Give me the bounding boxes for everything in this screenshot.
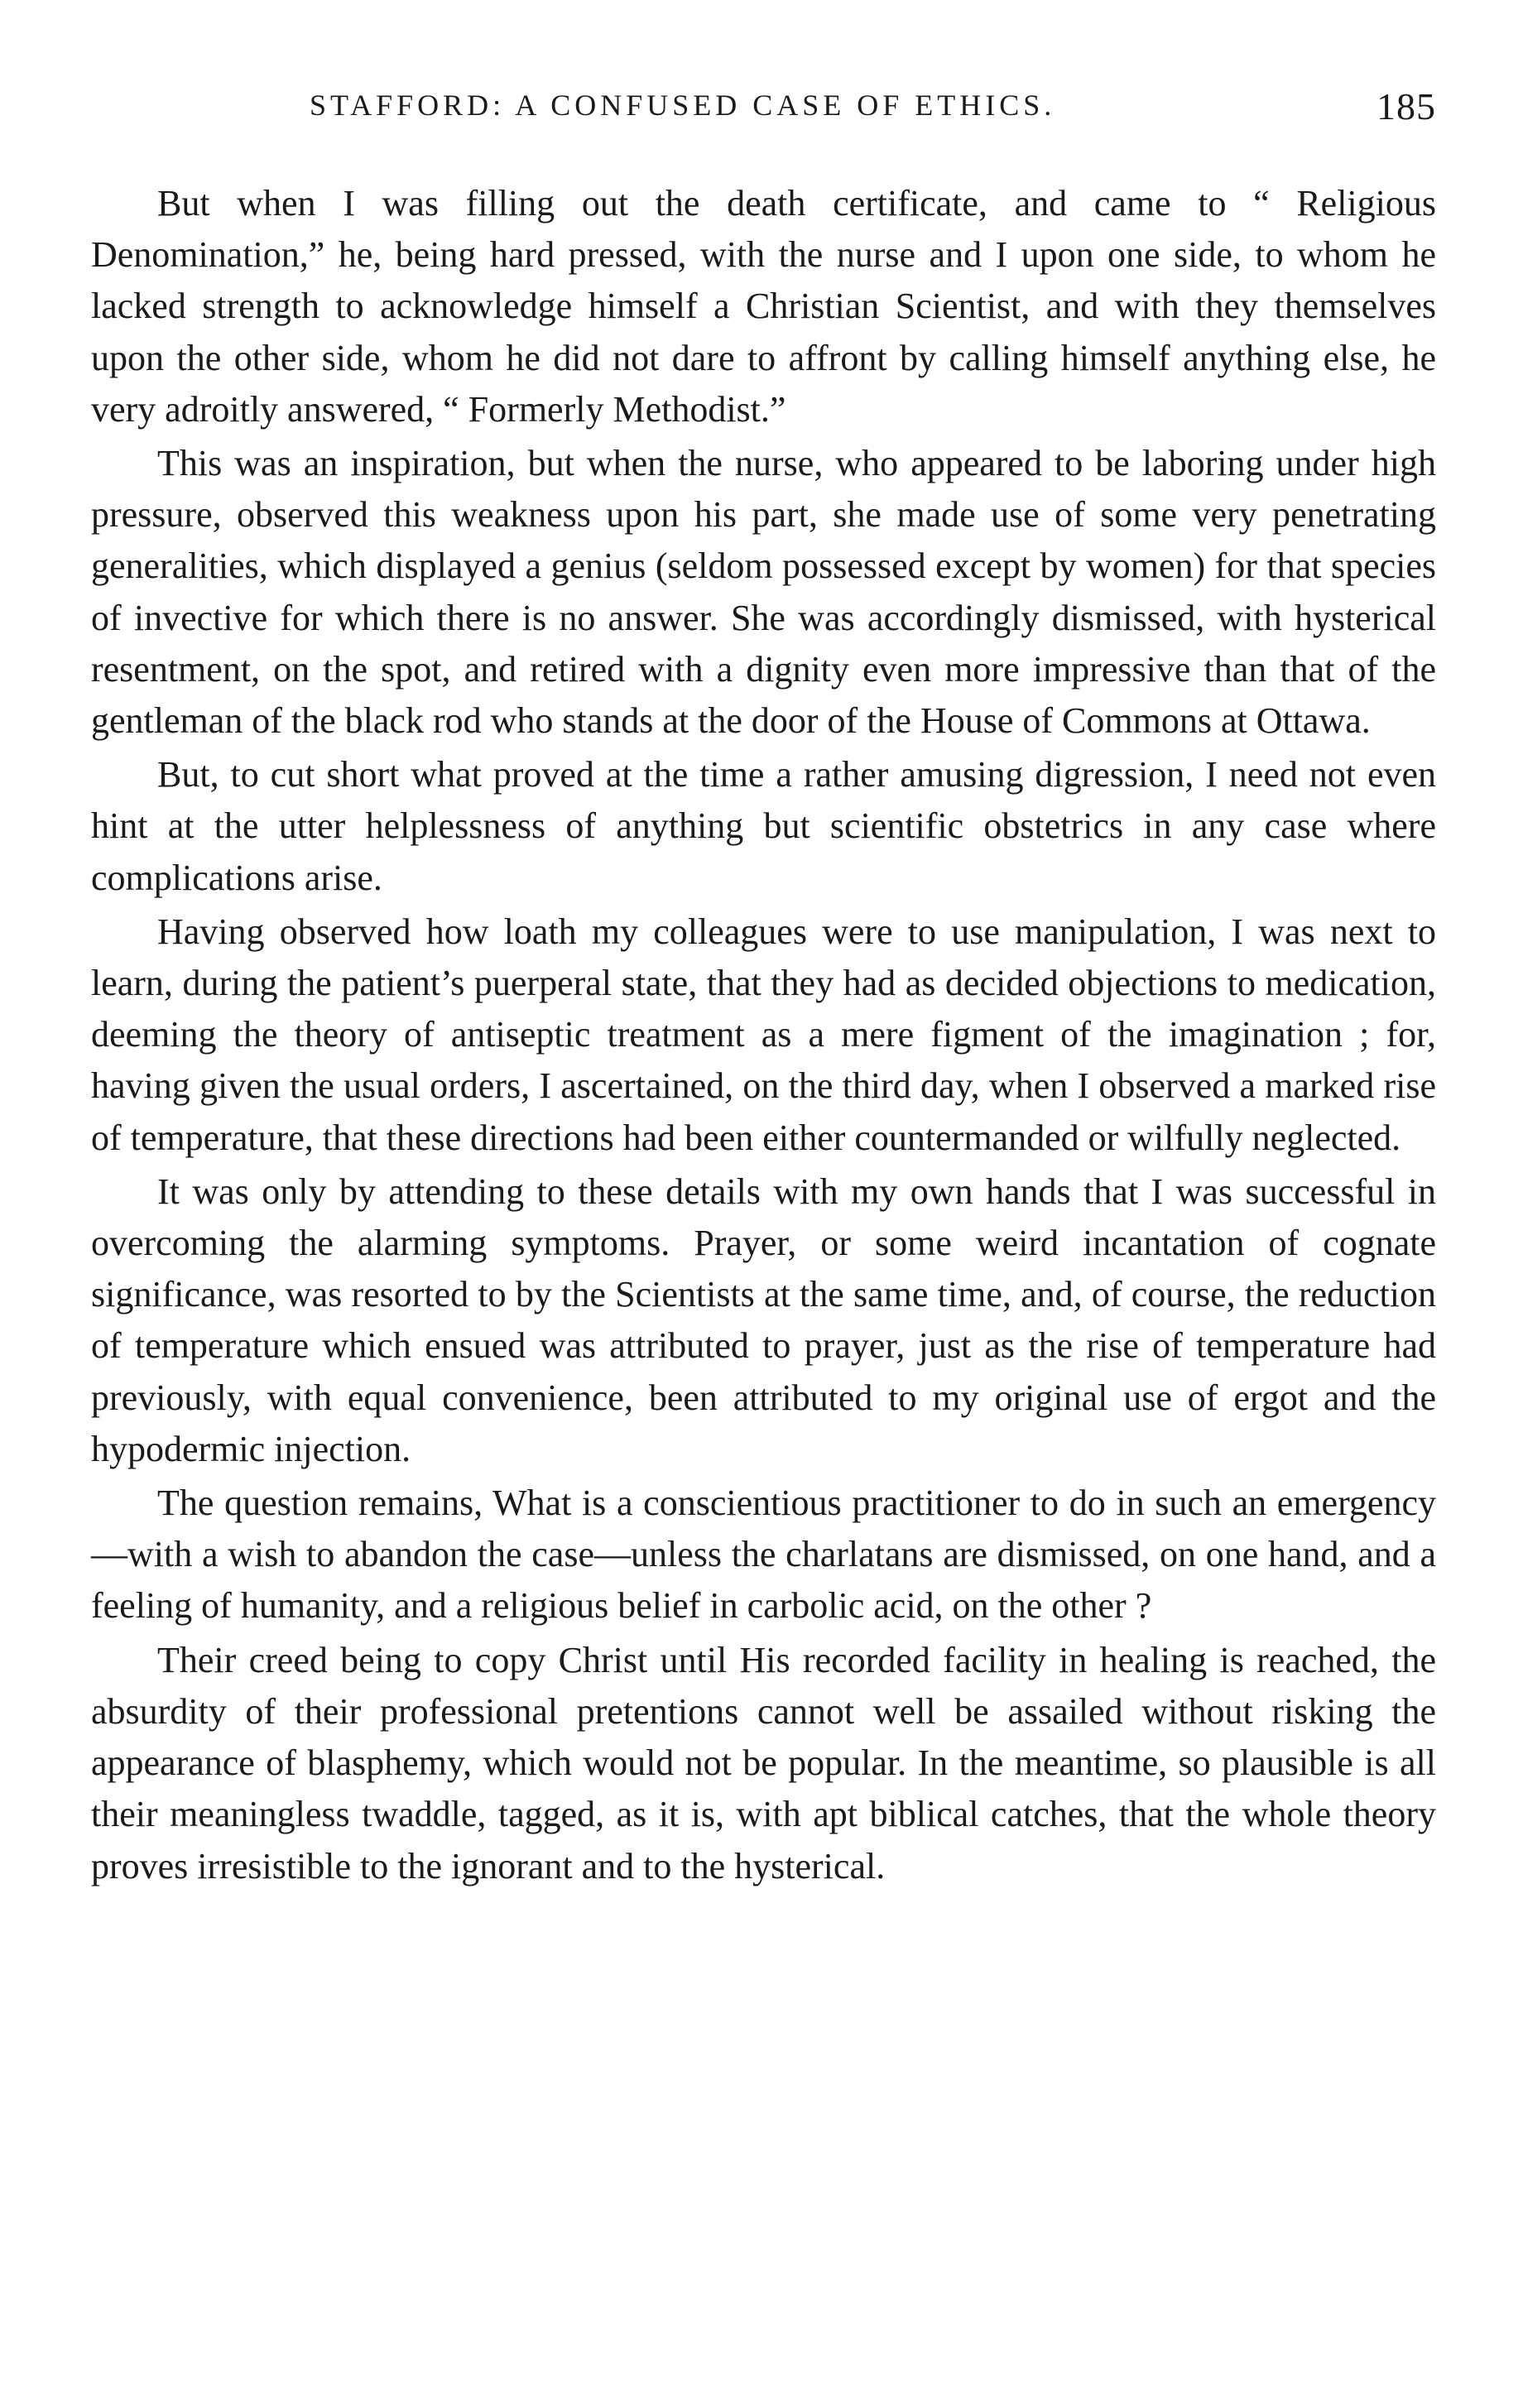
paragraph-1: But when I was filling out the death certificate, and came to “ Religious Denomination,” he, being hard pressed, with the nurse and I upon one side, to whom he lacked strength to acknowledge himself a Christian Scientist, and with they themselves upon the other side, whom he did not dare to affront by calling himself anything else, he very adroitly answered, “ Formerly Methodist.” <box>91 183 1436 430</box>
body-text <box>91 178 1436 1895</box>
paragraph-4: Having observed how loath my colleagues were to use manipulation, I was next to learn, during the patient’s puerperal state, that they had as decided objections to medication, deeming the theory of antiseptic treatment as a mere figment of the imagination ; for, having given the usual orders, I ascertained, on the third day, when I observed a marked rise of temperature, that these directions had been either countermanded or wilfully neglected. <box>91 911 1436 1158</box>
paragraph-3: But, to cut short what proved at the time a rather amusing digression, I need not even hint at the utter helplessness of anything but scientific obstetrics in any case where complications arise. <box>91 754 1436 898</box>
paragraph-2: This was an inspiration, but when the nurse, who appeared to be laboring under high pressure, observed this weakness upon his part, she made use of some very penetrating generalities, which displayed a genius (seldom possessed except by women) for that species of invective for which there is no answer. She was accordingly dismissed, with hysterical resentment, on the spot, and retired with a dignity even more impressive than that of the gentleman of the black rod who stands at the door of the House of Commons at Ottawa. <box>91 443 1436 742</box>
paragraph-7: Their creed being to copy Christ until His recorded facility in healing is reached, the absurdity of their professional pretentions cannot well be assailed without risking the appearance of blasphemy, which would not be popular. In the meantime, so plausible is all their meaningless twaddle, tagged, as it is, with apt biblical catches, that the whole theory proves irresistible to the ignorant and to the hysterical. <box>91 1639 1436 1887</box>
page-number: 185 <box>1376 85 1436 127</box>
paragraph-6: The question remains, What is a conscientious practitioner to do in such an emergency—with a wish to abandon the case—unless the charlatans are dismissed, on one hand, and a feeling of humanity, and a religious belief in carbolic acid, on the other ? <box>91 1483 1436 1627</box>
running-title: STAFFORD: A CONFUSED CASE OF ETHICS. <box>310 89 1056 122</box>
running-head <box>91 84 1436 134</box>
paragraph-5: It was only by attending to these details with my own hands that I was successful in overcoming the alarming symptoms. Prayer, or some weird incantation of cognate significance, was resorted to by the Scientists at the same time, and, of course, the reduction of temperature which ensued was attributed to prayer, just as the rise of temperature had previously, with equal convenience, been attributed to my original use of ergot and the hypodermic injection. <box>91 1170 1436 1469</box>
